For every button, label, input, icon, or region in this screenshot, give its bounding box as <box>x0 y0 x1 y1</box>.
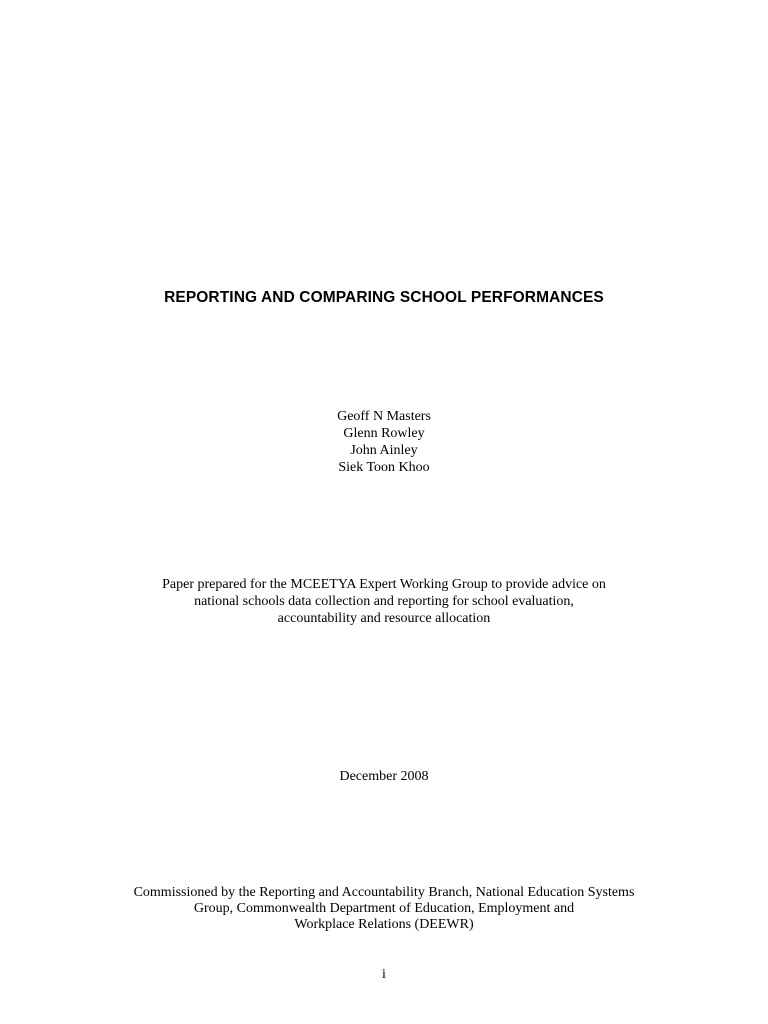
author-name: Glenn Rowley <box>343 426 425 441</box>
author-name: John Ainley <box>350 443 418 458</box>
commission-line: Commissioned by the Reporting and Accountability Branch, National Education Systems <box>133 885 635 900</box>
author-name: Geoff N Masters <box>337 409 431 424</box>
purpose-line: Paper prepared for the MCEETYA Expert Working Group to provide advice on <box>162 577 606 592</box>
page-number: i <box>382 967 386 982</box>
publication-date: December 2008 <box>339 769 429 784</box>
purpose-statement <box>0 576 768 627</box>
commission-statement <box>0 885 768 933</box>
purpose-line: national schools data collection and reporting for school evaluation, <box>194 594 574 609</box>
commission-line: Group, Commonwealth Department of Education, Employment and <box>193 901 575 916</box>
document-title: REPORTING AND COMPARING SCHOOL PERFORMANCES <box>164 289 604 306</box>
commission-line: Workplace Relations (DEEWR) <box>294 917 474 932</box>
author-list <box>0 408 768 476</box>
author-name: Siek Toon Khoo <box>338 460 430 475</box>
purpose-line: accountability and resource allocation <box>277 611 491 626</box>
